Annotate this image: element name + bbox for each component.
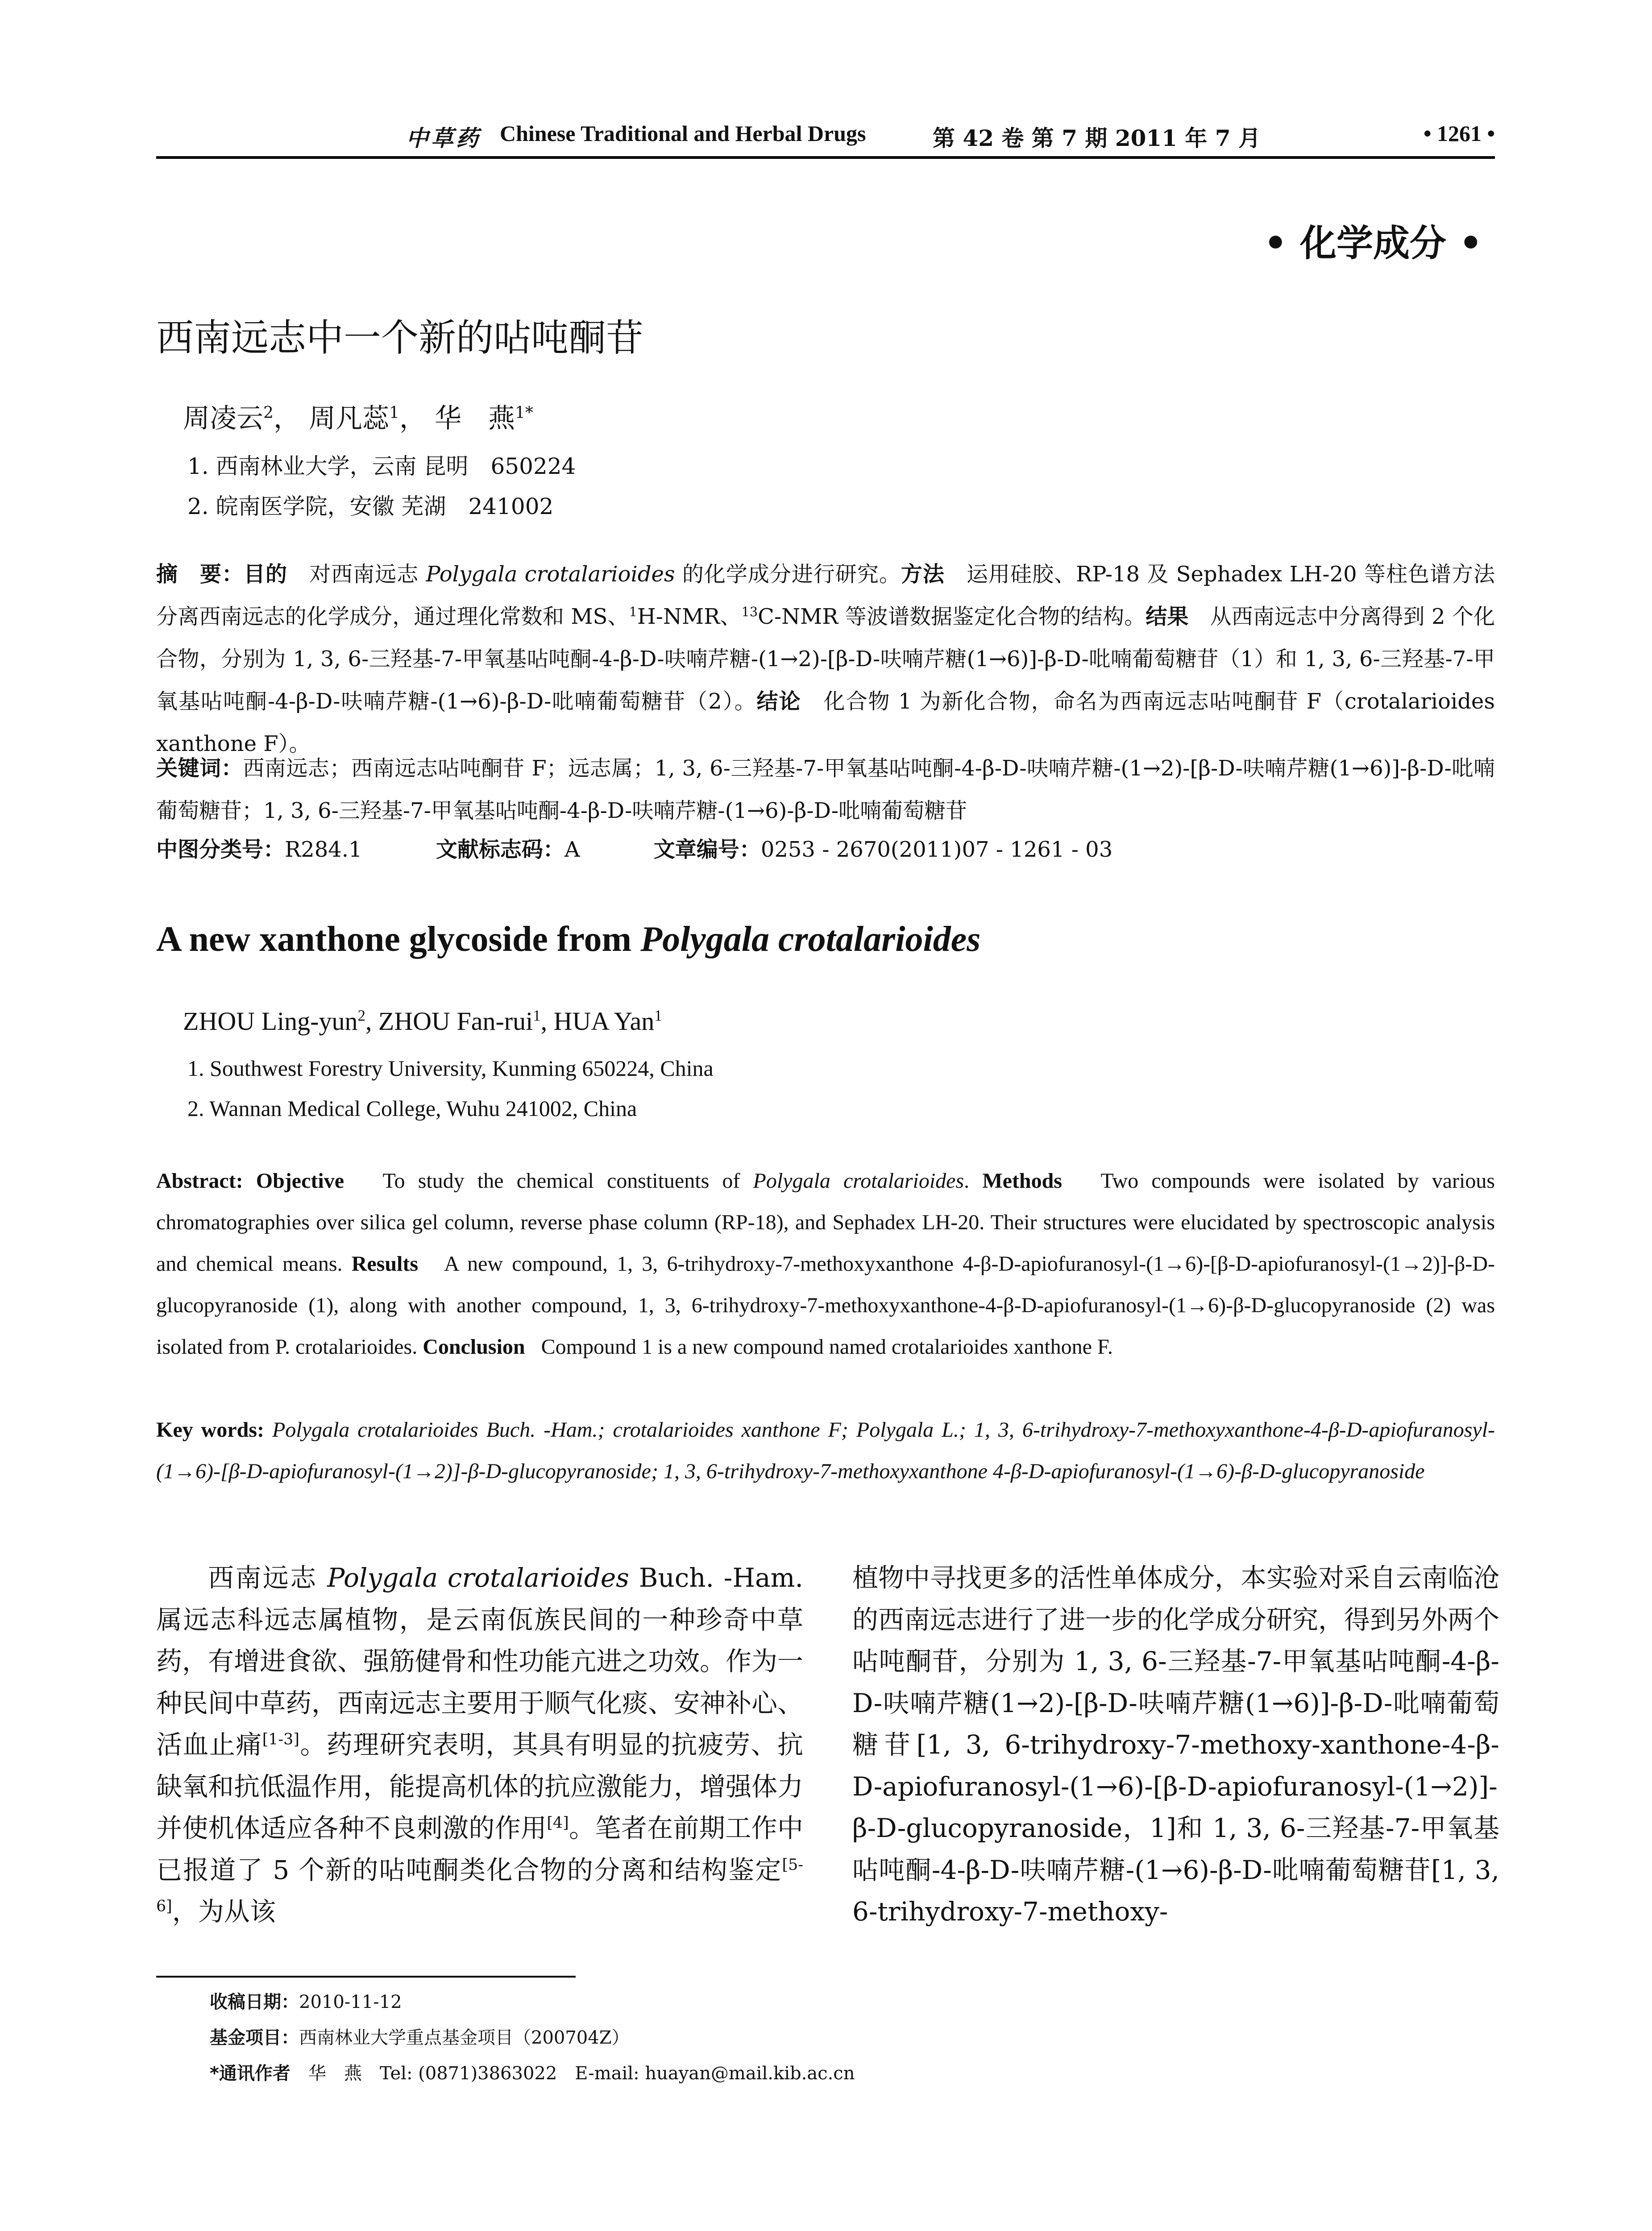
clc-label: 中图分类号： [156,837,285,862]
methods-text: C-NMR 等波谱数据鉴定化合物的结构。 [758,604,1146,629]
body-column-left [156,1557,803,1933]
species-name: Polygala crotalarioides [753,1169,964,1193]
author-name: , ZHOU Fan-rui [365,1007,533,1036]
body-text: 西南远志 [208,1563,328,1593]
body-text: 植物中寻找更多的活性单体成分，本实验对采自云南临沧的西南远志进行了进一步的化学成分研究，得到另外两个呫吨酮苷，分别为 1, 3, 6-三羟基-7-甲氧基呫吨酮-4-β-D-呋喃芹糖(1→2)-[β-D-呋喃芹糖(1→6)]-β-D-吡喃葡萄糖苷[1, 3, 6-trihydroxy-7-methoxy-xanthone-4-β-D-apiofuranosyl-(1→6)-[β-D-apiofuranosyl-(1→2)]-β-D-glucopyranoside，1]和 1, 3, 6-三羟基-7-甲氧基呫吨酮-4-β-D-呋喃芹糖-(1→6)-β-D-吡喃葡萄糖苷[1, 3, 6-trihydroxy-7-methoxy- [852,1563,1500,1927]
corresponding-text[interactable]: 华 燕 Tel: (0871)3863022 E-mail: huayan@mail.kib.ac.cn [308,2063,855,2084]
title-text: A new xanthone glycoside from [156,920,641,959]
page-number: • 1261 • [1423,121,1495,146]
keywords-text: Polygala crotalarioides Buch. -Ham.; crotalarioides xanthone F; Polygala L.; 1, 3, 6-trihydroxy-7-methoxyxanthone-4-β-D-apiofuranosyl-(1→6)-[β-D-apiofuranosyl-(1→2)]-β-D-glucopyranoside; 1, 3, 6-trihydroxy-7-methoxyxanthone 4-β-D-apiofuranosyl-(1→6)-β-D-glucopyranoside [156,1418,1495,1483]
footnote-rule [156,1976,576,1978]
objective-text: 的化学成分进行研究。 [675,562,901,587]
author-affiliation-mark: 1* [515,404,533,422]
conclusion-text: 化合物 1 为新化合物，命名为西南远志呫吨酮苷 F（crotalarioides xanthone F）。 [156,689,1495,756]
author-name: ZHOU Ling-yun [183,1007,358,1036]
objective-label: Objective [256,1169,344,1193]
abstract-en [156,1160,1495,1368]
methods-text: H-NMR、 [637,604,742,629]
abstract-label: 摘 要： [156,562,244,587]
journal-name-cn: 中草药 [406,125,481,151]
author-name: 周凡蕊 [308,403,389,434]
journal-name-en: Chinese Traditional and Herbal Drugs [500,121,866,146]
keywords-label: Key words: [156,1418,272,1442]
article-title-en [156,919,980,960]
author-name: 华 燕 [434,403,515,434]
abstract-cn [156,553,1495,765]
section-label: • 化学成分 • [1264,222,1482,265]
body-text: 。药理研究表明，其具有明显的抗疲劳、抗缺氧和抗低温作用，能提高机体的抗应激能力，增强体力并使机体适应各种不良刺激的作用 [156,1729,804,1843]
fund-text: 西南林业大学重点基金项目（200704Z） [299,2028,630,2048]
species-name: Polygala crotalarioides [640,920,981,959]
results-label: Results [351,1252,419,1276]
body-column-right [852,1557,1499,1933]
isotope-sup: 1 [629,604,637,619]
methods-label: Methods [982,1169,1062,1193]
isotope-sup: 13 [741,604,758,619]
affiliation-cn: 2. 皖南医学院，安徽 芜湖 241002 [187,493,554,519]
keywords-cn [156,747,1495,832]
citation-ref[interactable]: [5-6] [156,1856,803,1916]
citation-ref[interactable]: [1-3] [262,1730,299,1749]
author-name: , HUA Yan [540,1007,655,1036]
author-affiliation-mark: 1 [389,404,399,422]
author-name: 周凌云 [183,403,263,434]
authors-cn: 周凌云$^2$， 周凡蕊$^1$， 华 燕$^{1*}$ [183,403,533,434]
abstract-label: Abstract: [156,1169,256,1193]
keywords-text: 西南远志；西南远志呫吨酮苷 F；远志属；1, 3, 6-三羟基-7-甲氧基呫吨酮-4-β-D-呋喃芹糖-(1→2)-[β-D-呋喃芹糖(1→6)]-β-D-吡喃葡萄糖苷；1, 3, 6-三羟基-7-甲氧基呫吨酮-4-β-D-呋喃芹糖-(1→6)-β-D-吡喃葡萄糖苷 [156,756,1495,823]
conclusion-label: Conclusion [423,1335,525,1359]
author-affiliation-mark: 1 [533,1007,541,1024]
article-id: 0253 - 2670(2011)07 - 1261 - 03 [760,837,1113,862]
affiliation-cn: 1. 西南林业大学，云南 昆明 650224 [187,453,576,479]
results-text: A new compound, 1, 3, 6-trihydroxy-7-methoxyxanthone 4-β-D-apiofuranosyl-(1→6)-[β-D-apiofuranosyl-(1→2)]-β-D-glucopyranoside (1), along with another compound, 1, 3, 6-trihydroxy-7-methoxyxanthone-4-β-D-apiofuranosyl-(1→6)-β-D-glucopyranoside (2) was isolated from P. crotalarioides. [156,1252,1495,1359]
keywords-label: 关键词： [156,756,243,781]
doc-code-label: 文献标志码： [436,837,565,862]
author-affiliation-mark: 2 [263,404,274,422]
article-id-label: 文章编号： [653,837,761,862]
fund-label: 基金项目： [210,2028,299,2048]
header-rule [156,156,1495,159]
objective-label: 目的 [244,562,288,587]
objective-text: . [964,1169,970,1193]
species-name: Polygala crotalarioides [327,1563,629,1593]
conclusion-text: Compound 1 is a new compound named crotalarioides xanthone F. [541,1335,1113,1359]
footnote-corresponding [210,2059,855,2085]
corresponding-label: *通讯作者 [210,2063,291,2084]
footnote-fund [210,2024,630,2049]
results-text: 从西南远志中分离得到 2 个化合物，分别为 1, 3, 6-三羟基-7-甲氧基呫吨酮-4-β-D-呋喃芹糖-(1→2)-[β-D-呋喃芹糖(1→6)]-β-D-吡喃葡萄糖苷（1）和 1, 3, 6-三羟基-7-甲氧基呫吨酮-4-β-D-呋喃芹糖-(1→6)-β-D-吡喃葡萄糖苷（2）。 [156,604,1495,714]
conclusion-label: 结论 [756,689,801,714]
body-text: 。笔者在前期工作中已报道了 5 个新的呫吨酮类化合物的分离和结构鉴定 [156,1813,803,1885]
clc-number: R284.1 [285,837,362,862]
running-header [156,120,1495,156]
received-date: 2010-11-12 [299,1992,402,2012]
affiliation-en: 1. Southwest Forestry University, Kunming 650224, China [187,1056,714,1081]
article-title-cn: 西南远志中一个新的呫吨酮苷 [156,316,644,360]
classification-line [156,832,1112,863]
author-affiliation-mark: 1 [654,1007,662,1024]
authors-en [183,1006,662,1036]
doc-code: A [564,837,580,862]
received-label: 收稿日期： [210,1992,299,2012]
methods-label: 方法 [901,562,945,587]
objective-text: 对西南远志 [309,562,426,587]
results-label: 结果 [1146,604,1189,629]
volume-issue: 第 42 卷 第 7 期 2011 年 7 月 [933,125,1261,151]
objective-text: To study the chemical constituents of [382,1169,753,1193]
keywords-en [156,1409,1495,1492]
body-text: Buch. -Ham. 属远志科远志属植物，是云南佤族民间的一种珍奇中草药，有增进食欲、强筋健骨和性功能亢进之功效。作为一种民间中草药，西南远志主要用于顺气化痰、安神补心、活血止痛 [156,1563,804,1760]
footnote-received [210,1988,402,2013]
citation-ref[interactable]: [4] [547,1814,569,1832]
body-text: ，为从该 [172,1896,276,1927]
author-affiliation-mark: 2 [357,1007,365,1024]
methods-text: 运用硅胶、RP-18 及 Sephadex LH-20 等柱色谱方法分离西南远志的化学成分，通过理化常数和 MS、 [156,562,1495,629]
affiliation-en: 2. Wannan Medical College, Wuhu 241002, China [187,1096,637,1121]
species-name: Polygala crotalarioides [426,562,675,587]
methods-text: Two compounds were isolated by various chromatographies over silica gel column, reverse phase column (RP-18), and Sephadex LH-20. Their structures were elucidated by spectroscopic analysis and chemical means. [156,1169,1495,1276]
